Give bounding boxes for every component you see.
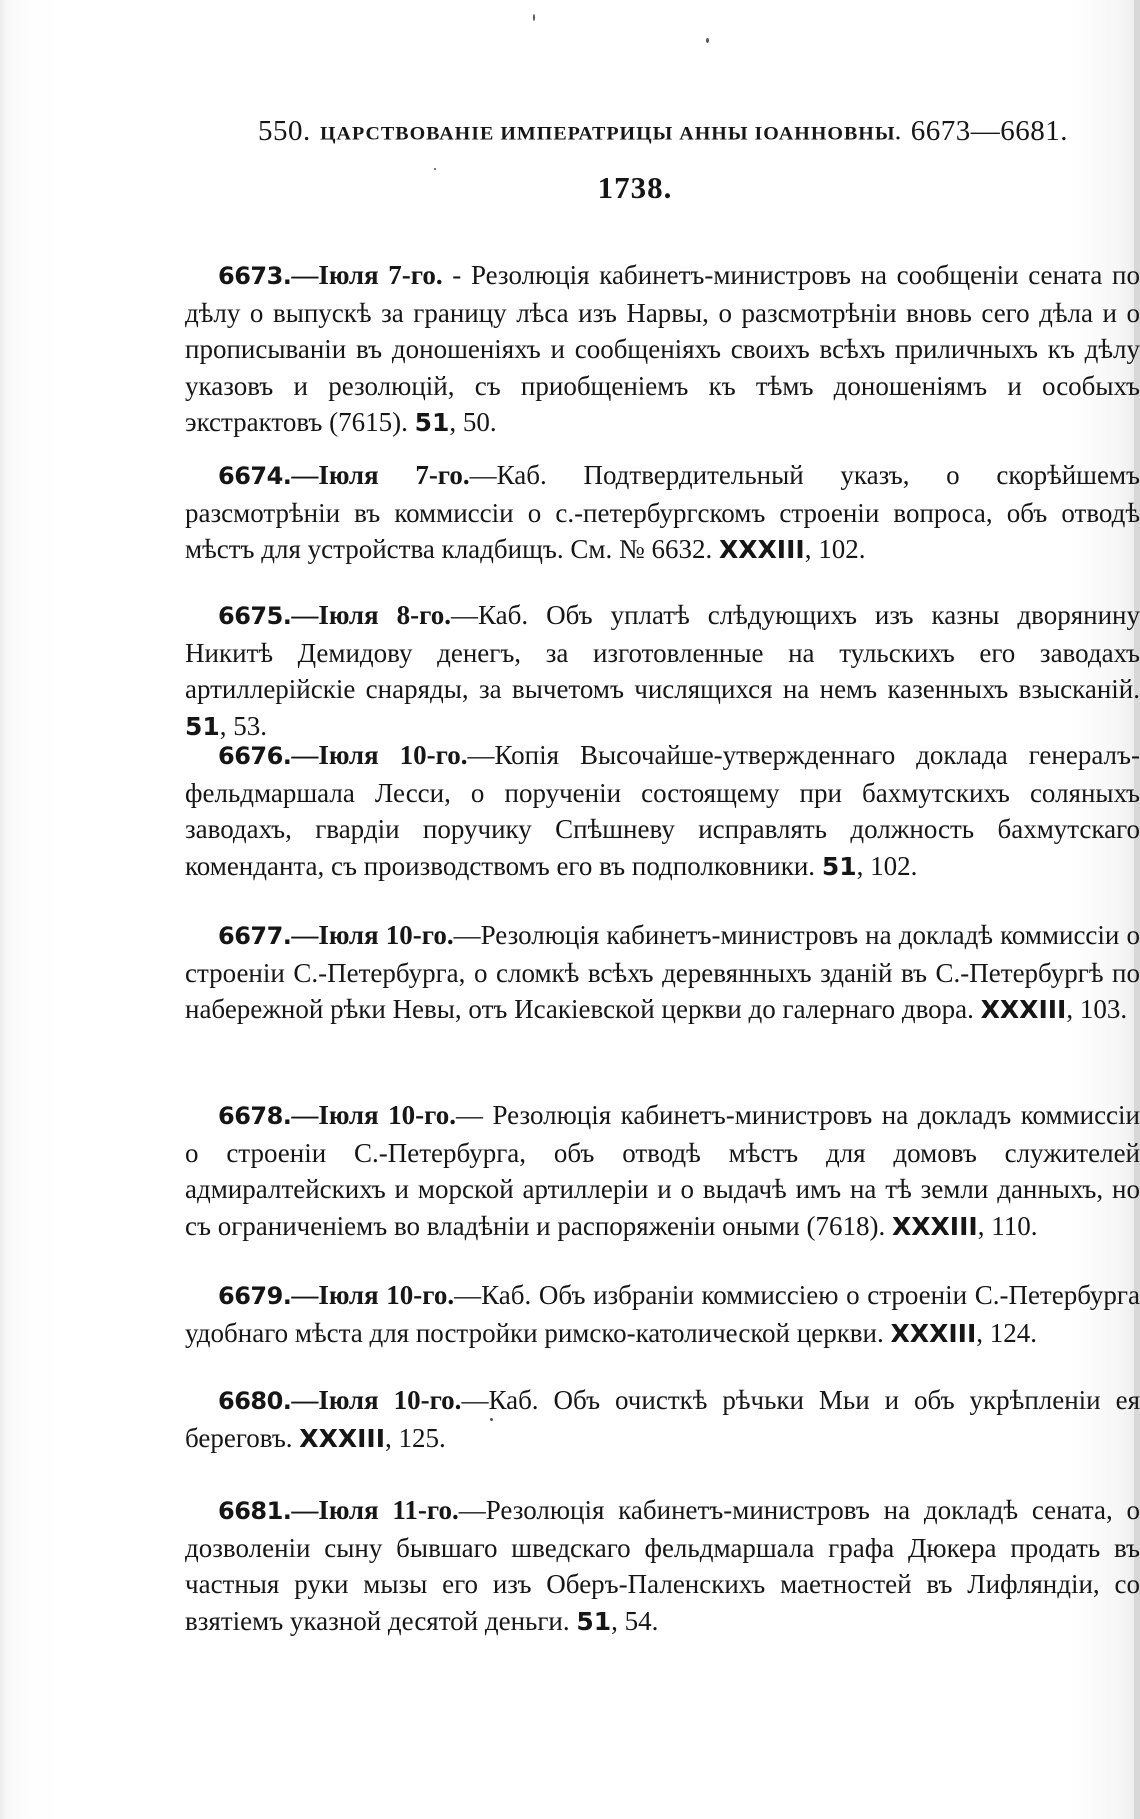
entry-date: —Іюля 10-го. [291, 920, 454, 950]
entry-range: 6673—6681. [910, 115, 1068, 147]
entry-text: — Резолюція кабинетъ-министровъ на докладъ коммиссіи о строеніи С.-Петербурга, объ отводѣ мѣстъ для домовъ служителей адмиралтейскихъ и морской артиллеріи и о выдачѣ имъ на тѣ земли данныхъ, но съ ограниченіемъ во владѣніи и распоряженіи оными (7618). [185, 1100, 1140, 1241]
entry-date: —Іюля 10-го. [291, 1385, 462, 1415]
entry-number: 6674. [218, 462, 292, 490]
entry-text: —Каб. Объ очисткѣ рѣчьки Мьи и объ укрѣпленіи ея береговъ. [185, 1385, 1140, 1453]
entry-number: 6676. [218, 742, 292, 770]
running-title: ЦАРСТВОВАНІЕ ИМПЕРАТРИЦЫ АННЫ ІОАННОВНЫ. [319, 123, 902, 145]
entry-number: 6673. [218, 262, 292, 290]
entry-page: , 125. [385, 1422, 446, 1453]
scan-speck [490, 1418, 493, 1421]
entry [185, 257, 1140, 442]
entry [185, 457, 1140, 569]
entry-volume: XXXIII [718, 535, 805, 565]
entry-number: 6678. [218, 1102, 292, 1130]
entry-number: 6680. [218, 1387, 292, 1415]
entry-text: —Резолюція кабинетъ-министровъ на докладѣ коммиссіи о строеніи С.-Петербурга, о сломкѣ всѣхъ деревянныхъ зданій въ С.-Петербургѣ по набережной рѣки Невы, отъ Исакіевской церкви до галернаго двора. [185, 920, 1140, 1025]
running-header [258, 115, 1068, 148]
entry [185, 1097, 1140, 1245]
entry-date: —Іюля 7-го. [291, 460, 470, 490]
entry-text: —Копія Высочайше-утвержденнаго доклада генералъ-фельдмаршала Лесси, о порученіи состоящему при бахмутскихъ соляныхъ заводахъ, гвардіи поручику Спѣшневу исправлять должность бахмутскаго коменданта, съ производствомъ его въ подполковники. [185, 740, 1140, 881]
entry-text: —Каб. Подтвердительный указъ, о скорѣйшемъ разсмотрѣніи въ коммиссіи о с.-петербургскомъ строеніи вопроса, объ отводѣ мѣстъ для устройства кладбищъ. См. № 6632. [185, 460, 1140, 565]
entry-page: , 54. [611, 1605, 659, 1636]
scan-speck [706, 38, 709, 43]
entry [185, 1382, 1140, 1457]
entry-date: —Іюля 10-го. [291, 1100, 456, 1130]
entry-page: , 102. [804, 534, 866, 565]
entry-number: 6675. [218, 602, 292, 630]
entry-number: 6677. [218, 922, 292, 950]
entry-text: —Резолюція кабинетъ-министровъ на докладѣ сената, о дозволеніи сыну бывшаго шведскаго фельдмаршала графа Дюкера продать въ частныя руки мызы его изъ Оберъ-Паленскихъ маетностей въ Лифляндіи, со взятіемъ указной десятой деньги. [185, 1495, 1140, 1636]
entry-volume: 51 [414, 408, 450, 438]
entry [185, 1277, 1140, 1352]
scan-speck [434, 168, 436, 170]
entry-volume: 51 [821, 851, 857, 881]
entry-date: —Іюля 7-го. [291, 260, 443, 290]
entry-page: , 103. [1066, 994, 1128, 1025]
entry-date: —Іюля 10-го. [291, 1280, 455, 1310]
entry-volume: XXXIII [980, 995, 1067, 1025]
entry-page: , 53. [219, 710, 268, 741]
entry [185, 597, 1140, 745]
entry-page: , 50. [449, 407, 497, 438]
entry-text: - Резолюція кабинетъ-министровъ на сообщеніи сената по дѣлу о выпускѣ за границу лѣса изъ Нарвы, о разсмотрѣніи вновь сего дѣла и о прописываніи въ доношеніяхъ и сообщеніяхъ своихъ всѣхъ приличныхъ къ дѣлу указовъ и резолюцій, съ приобщеніемъ къ тѣмъ доношеніямъ и особыхъ экстрактовъ (7615). [185, 260, 1140, 438]
entry-date: —Іюля 8-го. [291, 600, 451, 630]
scan-speck [533, 14, 535, 21]
entry-volume: XXXIII [299, 1423, 386, 1453]
entry [185, 917, 1140, 1029]
entry-text: —Каб. Объ избраніи коммиссіею о строеніи С.-Петербурга удобнаго мѣста для постройки римско-католической церкви. [185, 1280, 1140, 1348]
entry-date: —Іюля 11-го. [291, 1495, 459, 1525]
entry-volume: XXXIII [891, 1211, 978, 1241]
entry-volume: 51 [576, 1606, 612, 1636]
entry-volume: XXXIII [890, 1318, 977, 1348]
entry-page: , 124. [976, 1317, 1037, 1348]
entry [185, 737, 1140, 885]
entry-volume: 51 [185, 711, 220, 741]
entry-page: , 110. [977, 1210, 1038, 1241]
year-heading: 1738. [597, 170, 673, 205]
entry-page: , 102. [856, 850, 918, 881]
entry-number: 6681. [218, 1497, 292, 1525]
entry-number: 6679. [218, 1282, 292, 1310]
entry [185, 1492, 1140, 1640]
page-number: 550. [258, 115, 311, 147]
entry-text: —Каб. Объ уплатѣ слѣдующихъ изъ казны дворянину Никитѣ Демидову денегъ, за изготовленные на тульскихъ его заводахъ артиллерійскіе снаряды, за вычетомъ числящихся на немъ казенныхъ взысканій. [185, 600, 1140, 705]
entry-date: —Іюля 10-го. [291, 740, 468, 770]
